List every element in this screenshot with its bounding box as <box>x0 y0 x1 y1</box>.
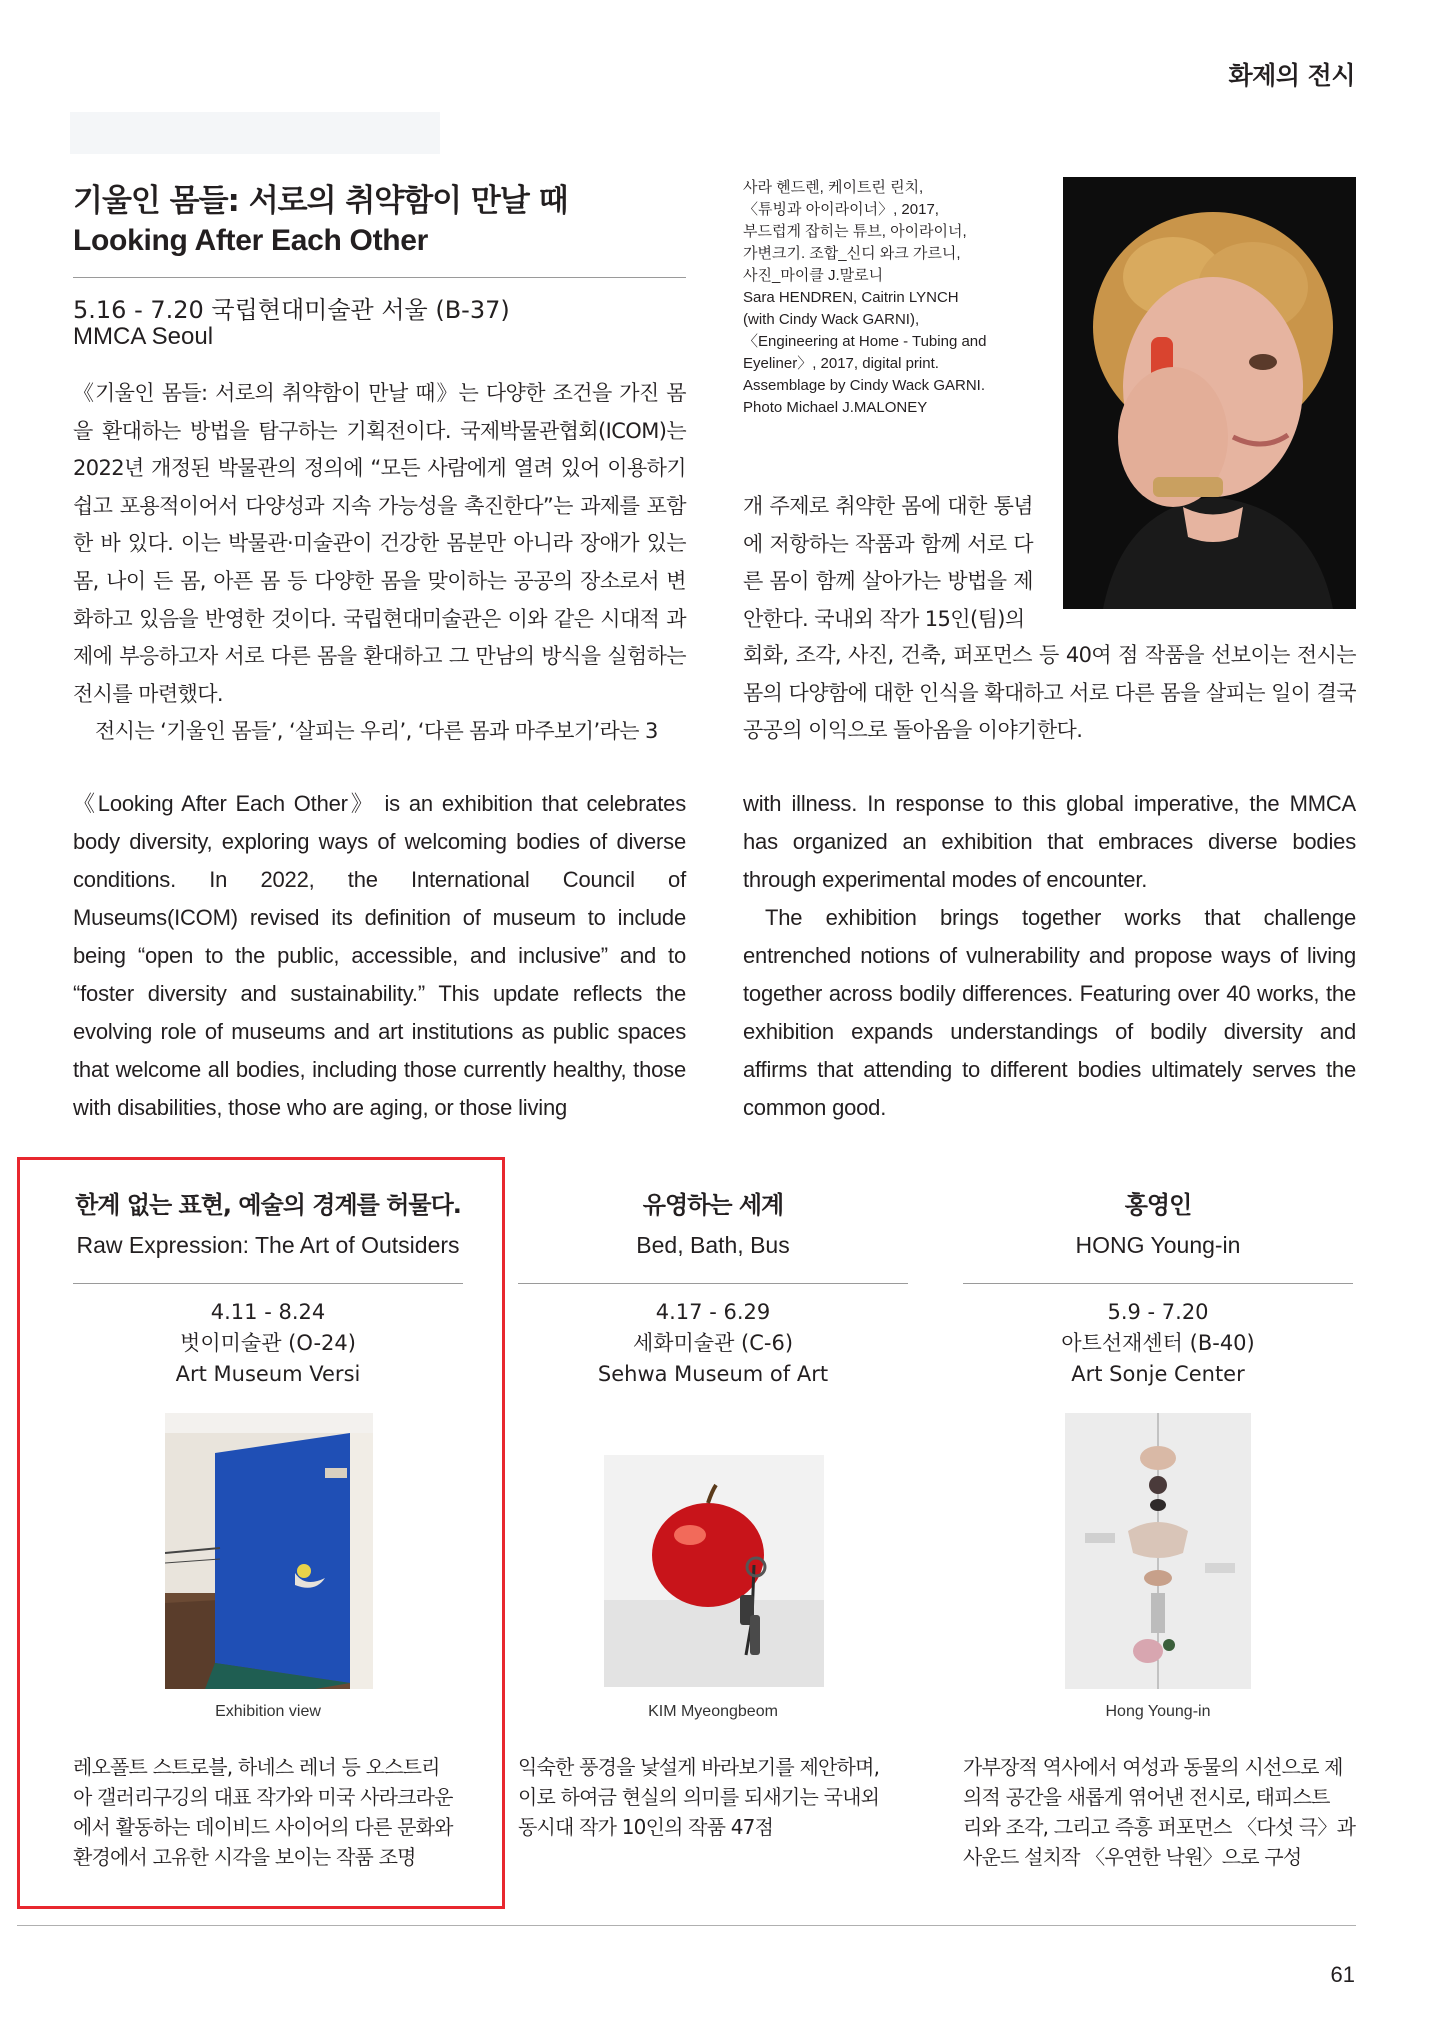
desc-line: 의적 공간을 새롭게 엮어낸 전시로, 태피스트 <box>963 1785 1330 1809</box>
feature-body-en-left <box>73 785 686 1127</box>
desc-line: 환경에서 고유한 시각을 보이는 작품 조명 <box>73 1845 416 1869</box>
caption-line: 부드럽게 잡히는 튜브, 아이라이너, <box>743 223 967 240</box>
feature-venue-en: MMCA Seoul <box>73 323 214 350</box>
card-image-caption: Hong Young-in <box>1105 1703 1211 1720</box>
card-divider <box>73 1283 463 1284</box>
feature-body-ko-right: 개 주제로 취약한 몸에 대한 통념에 저항하는 작품과 함께 서로 다른 몸이 함께 살아가는 방법을 제안한다. 국내외 작가 15인(팀)의 <box>743 494 1033 631</box>
exhibition-card-raw-expression <box>73 1185 463 1869</box>
title-divider <box>73 277 686 278</box>
caption-line: 가변크기. 조합_신디 와크 가르니, <box>743 245 961 262</box>
card-image-exhibition-view <box>165 1413 373 1689</box>
caption-line: 〈Engineering at Home - Tubing and <box>743 333 987 350</box>
exhibition-card-bed-bath-bus <box>518 1185 908 1839</box>
feature-dates: 5.16 - 7.20 국립현대미술관 서울 (B-37) <box>73 296 510 324</box>
feature-title-ko: 기울인 몸들: 서로의 취약함이 만날 때 <box>73 183 568 219</box>
paragraph: with illness. In response to this global imperative, the MMCA has organized an exhibition that embraces diverse bodies through experimental modes of encounter. <box>743 791 1356 892</box>
card-info <box>518 1297 908 1390</box>
card-dates: 4.17 - 6.29 <box>655 1300 771 1324</box>
card-dates: 5.9 - 7.20 <box>1107 1300 1209 1324</box>
feature-body-ko-right-full: 회화, 조각, 사진, 건축, 퍼포먼스 등 40여 점 작품을 선보이는 전시는 몸의 다양함에 대한 인식을 확대하고 서로 다른 몸을 살피는 일이 결국 공공의 이익으로 돌아옴을 이야기한다. <box>743 643 1356 743</box>
card-title-en: Raw Expression: The Art of Outsiders <box>76 1232 460 1258</box>
card-image-apple <box>604 1455 824 1687</box>
paragraph: The exhibition brings together works that challenge entrenched notions of vulnerability and propose ways of living together across bodily differences. Featuring over 40 works, the exhibition expands understandings of bodily diversity and affirms that attending to different bodies ultimately serves the common good. <box>743 905 1356 1120</box>
card-venue-en: Sehwa Museum of Art <box>597 1362 829 1386</box>
card-info <box>73 1297 463 1390</box>
paragraph: 《Looking After Each Other》 is an exhibition that celebrates body diversity, exploring ways of welcoming bodies of diverse conditions. In 2022, the International Council of Museums(ICOM) revised its definition of museum to include being “open to the public, accessible, and inclusive” and to “foster diversity and sustainability.” This update reflects the evolving role of museums and art institutions as public spaces that welcome all bodies, including those currently healthy, those with disabilities, those who are aging, or those living <box>73 791 686 1120</box>
portrait-photo <box>1063 177 1356 609</box>
caption-line: Photo Michael J.MALONEY <box>743 399 928 416</box>
feature-body-en-right <box>743 785 1356 1127</box>
card-venue-ko: 아트선재센터 (B-40) <box>1061 1331 1255 1355</box>
card-divider <box>518 1283 908 1284</box>
card-title-ko: 한계 없는 표현, 예술의 경계를 허물다. <box>75 1191 461 1219</box>
desc-line: 리와 조각, 그리고 즉흥 퍼포먼스 〈다섯 극〉과 <box>963 1815 1356 1839</box>
footer-rule <box>17 1925 1356 1926</box>
card-title-ko: 유영하는 세계 <box>642 1191 784 1219</box>
card-venue-ko: 벗이미술관 (O-24) <box>180 1331 356 1355</box>
desc-line: 가부장적 역사에서 여성과 동물의 시선으로 제 <box>963 1755 1343 1779</box>
card-info <box>963 1297 1353 1390</box>
card-venue-en: Art Sonje Center <box>1071 1362 1245 1386</box>
paragraph: 《기울인 몸들: 서로의 취약함이 만날 때》는 다양한 조건을 가진 몸을 환대하는 방법을 탐구하는 기획전이다. 국제박물관협회(ICOM)는 2022년 개정된 박물관의 정의에 “모든 사람에게 열려 있어 이용하기 쉽고 포용적이어서 다양성과 지속 가능성을 촉진한다”는 과제를 포함한 바 있다. 이는 박물관·미술관이 건강한 몸분만 아니라 장애가 있는 몸, 나이 든 몸, 아픈 몸 등 다양한 몸을 맞이하는 공공의 장소로서 변화하고 있음을 반영한 것이다. 국립현대미술관은 이와 같은 시대적 과제에 부응하고자 서로 다른 몸을 환대하고 그 만남의 방식을 실험하는 전시를 마련했다. <box>73 381 686 706</box>
card-image-caption: KIM Myeongbeom <box>648 1703 778 1720</box>
paragraph: 전시는 ‘기울인 몸들’, ‘살피는 우리’, ‘다른 몸과 마주보기’라는 3 <box>95 719 658 744</box>
card-venue-ko: 세화미술관 (C-6) <box>632 1331 794 1355</box>
card-image-caption: Exhibition view <box>215 1703 321 1720</box>
card-dates: 4.11 - 8.24 <box>210 1300 326 1324</box>
card-description <box>73 1752 463 1872</box>
desc-line: 레오폴트 스트로블, 하네스 레너 등 오스트리 <box>73 1755 440 1779</box>
feature-body-ko-left <box>73 375 686 751</box>
caption-line: Sara HENDREN, Caitrin LYNCH <box>743 289 959 306</box>
desc-line: 에서 활동하는 데이비드 사이어의 다른 문화와 <box>73 1815 453 1839</box>
caption-line: 사진_마이클 J.말로니 <box>743 267 884 284</box>
card-description <box>963 1752 1356 1872</box>
caption-line: (with Cindy Wack GARNI), <box>743 311 920 328</box>
caption-line: Eyeliner〉, 2017, digital print. <box>743 355 939 372</box>
exhibition-card-hong-young-in <box>963 1185 1356 1869</box>
photo-caption <box>743 177 1043 419</box>
desc-line: 아 갤러리구깅의 대표 작가와 미국 사라크라운 <box>73 1785 453 1809</box>
caption-line: Assemblage by Cindy Wack GARNI. <box>743 377 986 394</box>
feature-title-en: Looking After Each Other <box>73 224 429 257</box>
card-divider <box>963 1283 1353 1284</box>
card-image-sculpture <box>1065 1413 1251 1689</box>
caption-line: 사라 헨드렌, 케이트린 린치, <box>743 179 924 196</box>
card-description <box>518 1752 908 1842</box>
page-number: 61 <box>1330 1962 1355 1987</box>
card-venue-en: Art Museum Versi <box>175 1362 361 1386</box>
caption-line: 〈튜빙과 아이라이너〉, 2017, <box>743 201 939 218</box>
desc-line: 이로 하여금 현실의 의미를 되새기는 국내외 <box>518 1785 880 1809</box>
desc-line: 익숙한 풍경을 낯설게 바라보기를 제안하며, <box>518 1755 880 1779</box>
card-title-ko: 홍영인 <box>1124 1191 1192 1219</box>
card-title-en: Bed, Bath, Bus <box>636 1232 790 1258</box>
card-title-en: HONG Young-in <box>1075 1232 1241 1258</box>
desc-line: 동시대 작가 10인의 작품 47점 <box>518 1815 774 1839</box>
section-label: 화제의 전시 <box>1228 61 1355 90</box>
desc-line: 사운드 설치작 〈우연한 낙원〉으로 구성 <box>963 1845 1302 1869</box>
decorative-band <box>70 112 440 154</box>
